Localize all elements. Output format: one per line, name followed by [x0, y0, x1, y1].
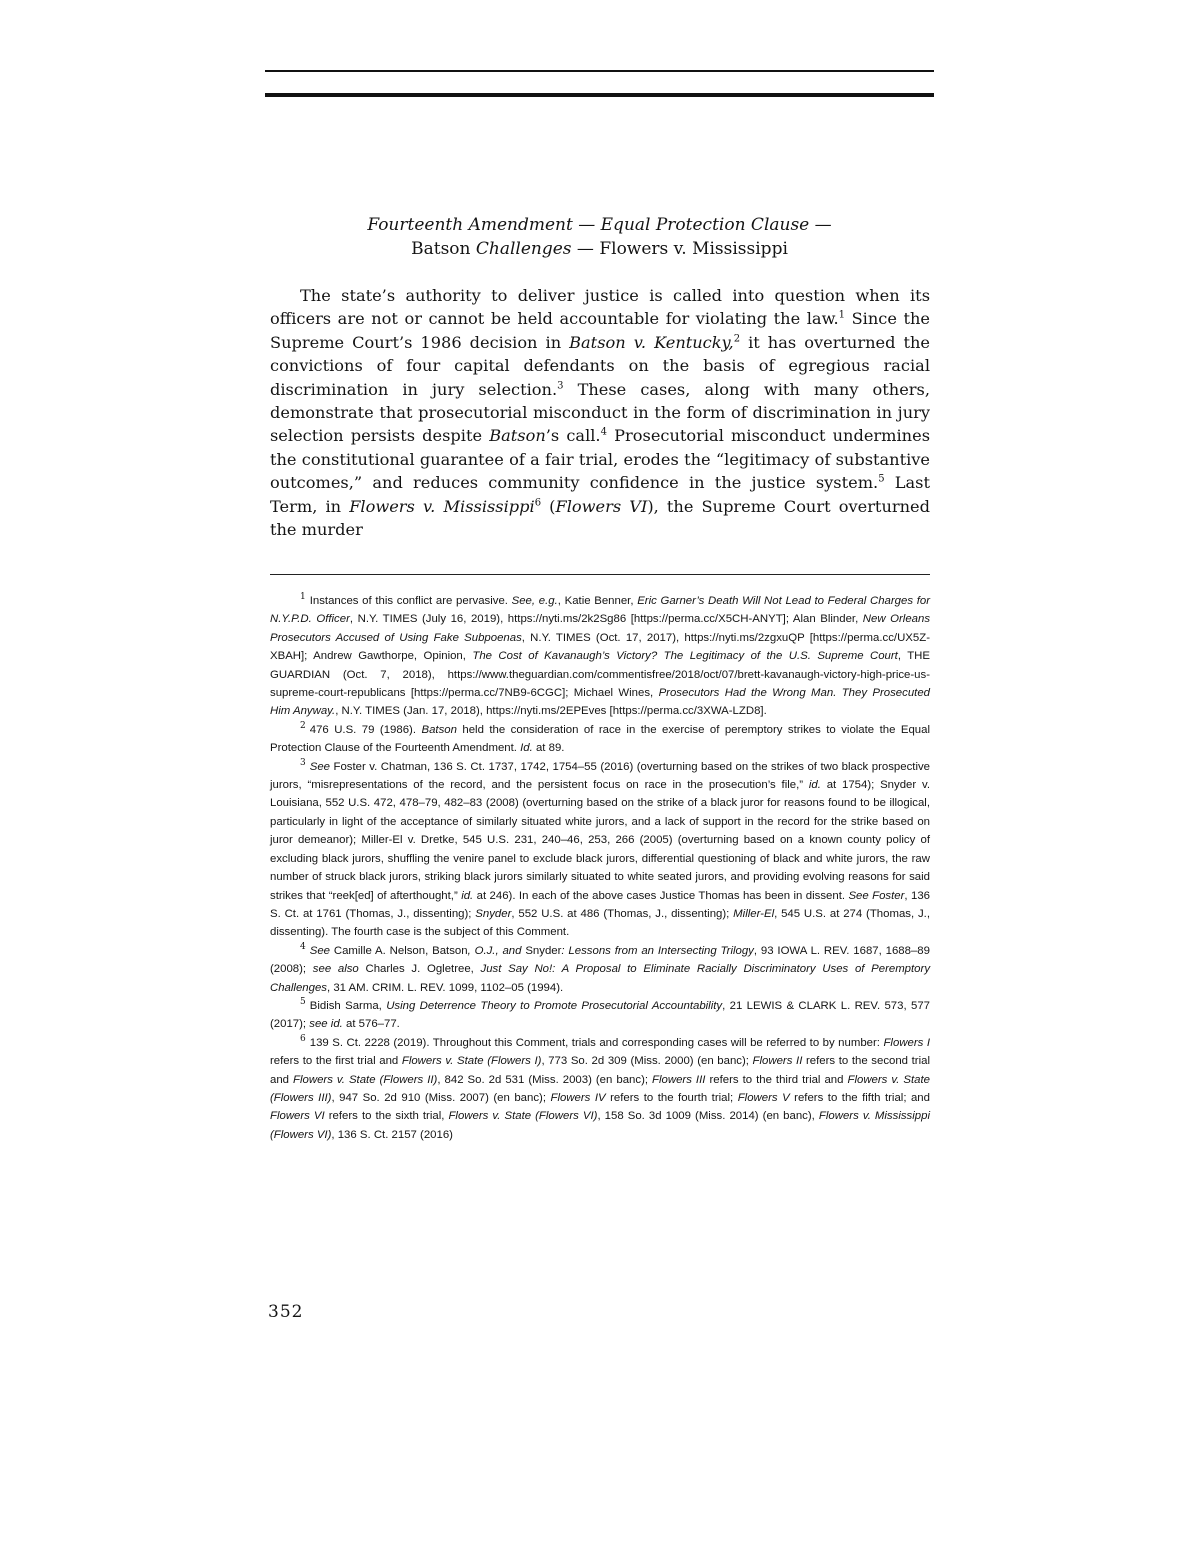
- text-run: refers to the fourth trial;: [605, 1091, 738, 1104]
- footnote-1: [270, 592, 930, 721]
- italic-text: see id.: [309, 1018, 343, 1031]
- italic-text: , O.J., and: [467, 944, 526, 957]
- italic-text: See: [309, 760, 331, 773]
- text-run: , 136 S. Ct. at 1761 (Thomas, J., dissenting);: [270, 889, 930, 920]
- text-run: , N.Y. TIMES (Jan. 17, 2018), https://nyti.ms/2EPEves [https://perma.cc/3XWA-LZD8].: [335, 705, 767, 718]
- text-run: 139 S. Ct. 2228 (2019). Throughout this Comment, trials and corresponding cases will be referred to by number:: [309, 1036, 884, 1049]
- text-run: , N.Y. TIMES (July 16, 2019), https://nyti.ms/2k2Sg86 [https://perma.cc/X5CH-ANYT]; Alan Blinder,: [349, 613, 863, 626]
- footnote-divider: [270, 574, 930, 575]
- page-number: 352: [268, 1302, 304, 1322]
- text-run: Camille A. Nelson, Batson: [330, 944, 468, 957]
- text-run: at 1754); Snyder v. Louisiana, 552 U.S. 472, 478–79, 482–83 (2008) (overturning based on the strike of a black juror for reasons found to be illogical, particularly in light of the acceptance of similarly situated white jurors, and a lack of support in the record for the strike based on juror demeanor); Miller-El v. Dretke, 545 U.S. 231, 240–46, 253, 266 (2005) (overturning based on a known county policy of excluding black jurors, shuffling the venire panel to exclude black jurors, differential questioning of black and white jurors, the raw number of struck black jurors, striking black jurors similarly situated to white seated jurors, and providing evolving reasons for said strikes that “reek[ed] of afterthought,”: [270, 779, 930, 902]
- italic-text: Just Say No!: A Proposal to Eliminate Racially Discriminatory Uses of Peremptory Challenges: [270, 963, 931, 994]
- text-run: it has overturned the convictions of four capital defendants on the basis of egregious racial discrimination in jury selection.: [270, 332, 930, 399]
- title-case: — Flowers v. Mississippi: [571, 239, 788, 259]
- text-run: , 552 U.S. at 486 (Thomas, J., dissenting);: [511, 907, 734, 920]
- footnote-ref: 4: [600, 427, 607, 439]
- italic-text: Flowers v. State (Flowers II): [293, 1073, 438, 1086]
- text-run: , 842 So. 2d 531 (Miss. 2003) (en banc);: [437, 1073, 653, 1086]
- footnote-4: [270, 942, 930, 997]
- title-batson: Batson: [411, 239, 471, 259]
- title-line-2: [265, 237, 934, 261]
- header-rule-thin: [265, 70, 934, 72]
- text-run: refers to the third trial and: [705, 1073, 848, 1086]
- text-run: (: [541, 496, 556, 516]
- text-run: refers to the second trial and: [270, 1055, 930, 1086]
- text-run: , 93 IOWA L. REV. 1687, 1688–89 (2008);: [270, 944, 930, 976]
- text-run: 476 U.S. 79 (1986).: [309, 723, 422, 736]
- italic-text: Flowers VI: [555, 496, 648, 516]
- text-run: Charles J. Ogletree,: [358, 963, 481, 976]
- text-run: , 21 LEWIS & CLARK L. REV. 573, 577 (2017);: [270, 999, 930, 1031]
- footnote-number: 5: [300, 997, 306, 1008]
- text-run: , 158 So. 3d 1009 (Miss. 2014) (en banc),: [597, 1110, 819, 1123]
- italic-text: Using Deterrence Theory to Promote Prosecutorial Accountability: [386, 999, 723, 1012]
- italic-text: Flowers v. State (Flowers III): [270, 1073, 931, 1104]
- text-run: , Katie Benner,: [557, 595, 638, 607]
- italic-text: Flowers v. State (Flowers VI): [448, 1110, 598, 1123]
- italic-text: See Foster: [848, 889, 905, 902]
- text-run: ), the Supreme Court overturned the murder: [270, 496, 930, 540]
- footnote-6: [270, 1034, 930, 1144]
- italic-text: New Orleans Prosecutors Accused of Using Fake Subpoenas: [270, 613, 931, 644]
- text-run: held the consideration of race in the exercise of peremptory strikes to violate the Equal Protection Clause of the Fourteenth Amendment.: [270, 723, 931, 755]
- text-run: refers to the sixth trial,: [324, 1110, 449, 1123]
- text-run: Instances of this conflict are pervasive.: [309, 595, 512, 607]
- title-line-1: Fourteenth Amendment — Equal Protection Clause —: [367, 215, 832, 235]
- text-run: Prosecutorial misconduct undermines the constitutional guarantee of a fair trial, erodes the “legitimacy of substantive outcomes,” and reduces community confidence in the justice system.: [270, 426, 930, 493]
- text-run: Since the Supreme Court’s 1986 decision in: [270, 309, 931, 352]
- italic-text: see also: [312, 963, 359, 976]
- text-run: at 576–77.: [342, 1018, 400, 1031]
- text-run: Snyder: [525, 944, 562, 957]
- text-run: refers to the fifth trial; and: [789, 1091, 930, 1104]
- italic-text: See: [309, 944, 331, 957]
- italic-text: Flowers I: [883, 1036, 931, 1049]
- footnote-ref: 5: [878, 473, 885, 485]
- footnote-2: [270, 721, 930, 758]
- italic-text: Id.: [520, 742, 533, 755]
- footnote-ref: 6: [534, 497, 542, 509]
- italic-text: Flowers IV: [550, 1091, 606, 1104]
- text-run: , THE GUARDIAN (Oct. 7, 2018), https://www.theguardian.com/commentisfree/2018/oct/07/brett-kavanaugh-victory-high-price-us-supreme-court-republicans [https://perma.cc/7NB9-6CGC]; Michael Wines,: [270, 650, 930, 700]
- italic-text: The Cost of Kavanaugh’s Victory? The Legitimacy of the U.S. Supreme Court: [472, 650, 898, 663]
- italic-text: Flowers v. Mississippi: [349, 496, 535, 516]
- footnote-5: [270, 997, 930, 1034]
- footnote-number: 3: [300, 757, 306, 768]
- italic-text: Flowers III: [652, 1073, 706, 1086]
- text-run: The state’s authority to deliver justice is called into question when its officers are not or cannot be held accountable for violating the law.: [270, 286, 930, 329]
- text-run: Foster v. Chatman, 136 S. Ct. 1737, 1742, 1754–55 (2016) (overturning based on the strikes of two black prospective jurors, “misrepresentations of the record, and the persistent focus on race in the prosecution’s file,”: [270, 760, 930, 792]
- italic-text: Flowers v. Mississippi (Flowers VI): [270, 1110, 930, 1141]
- italic-text: See, e.g.: [511, 595, 558, 607]
- text-run: Last Term, in: [270, 473, 930, 516]
- text-run: at 246). In each of the above cases Justice Thomas has been in dissent.: [473, 889, 849, 902]
- text-run: refers to the first trial and: [270, 1055, 402, 1068]
- italic-text: Snyder: [475, 907, 512, 920]
- footnote-ref: 2: [733, 333, 741, 345]
- footnote-number: 2: [300, 721, 306, 732]
- italic-text: Prosecutors Had the Wrong Man. They Prosecuted Him Anyway.: [270, 687, 931, 718]
- title-challenges: Challenges: [470, 239, 572, 259]
- text-run: , 31 AM. CRIM. L. REV. 1099, 1102–05 (1994).: [327, 981, 564, 994]
- text-run: , 947 So. 2d 910 (Miss. 2007) (en banc);: [331, 1091, 551, 1104]
- text-run: at 89.: [532, 742, 565, 755]
- italic-text: Flowers V: [737, 1091, 790, 1104]
- footnote-number: 6: [300, 1033, 306, 1044]
- italic-text: Batson: [489, 426, 546, 446]
- footnotes: [270, 592, 930, 1144]
- text-run: , 773 So. 2d 309 (Miss. 2000) (en banc);: [541, 1055, 753, 1068]
- text-run: These cases, along with many others, demonstrate that prosecutorial misconduct in the form of discrimination in jury selection persists despite: [270, 379, 930, 446]
- text-run: Bidish Sarma,: [309, 999, 387, 1012]
- footnote-ref: 1: [838, 310, 846, 322]
- italic-text: Batson: [421, 723, 457, 736]
- text-run: , N.Y. TIMES (Oct. 17, 2017), https://nyti.ms/2zgxuQP [https://perma.cc/UX5Z-XBAH]; Andrew Gawthorpe, Opinion,: [270, 631, 930, 663]
- italic-text: Flowers v. State (Flowers I): [401, 1055, 542, 1068]
- text-run: , 136 S. Ct. 2157 (2016): [331, 1128, 453, 1141]
- italic-text: id.: [461, 889, 474, 902]
- italic-text: Eric Garner’s Death Will Not Lead to Federal Charges for N.Y.P.D. Officer: [270, 595, 930, 626]
- italic-text: Flowers VI: [270, 1110, 325, 1123]
- italic-text: id.: [808, 779, 821, 792]
- italic-text: : Lessons from an Intersecting Trilogy: [561, 944, 754, 957]
- text-run: , 545 U.S. at 274 (Thomas, J., dissenting). The fourth case is the subject of this Comment.: [270, 907, 930, 939]
- text-run: ’s call.: [545, 426, 601, 446]
- header-rule-thick: [265, 93, 934, 97]
- italic-text: Flowers II: [752, 1055, 803, 1068]
- main-paragraph: [270, 284, 930, 541]
- italic-text: Batson v. Kentucky,: [569, 332, 734, 352]
- italic-text: Miller-El: [733, 907, 775, 920]
- footnote-3: [270, 758, 930, 942]
- footnote-number: 4: [300, 941, 306, 952]
- comment-title: [265, 213, 934, 261]
- footnote-number: 1: [300, 592, 306, 603]
- footnote-ref: 3: [557, 380, 564, 392]
